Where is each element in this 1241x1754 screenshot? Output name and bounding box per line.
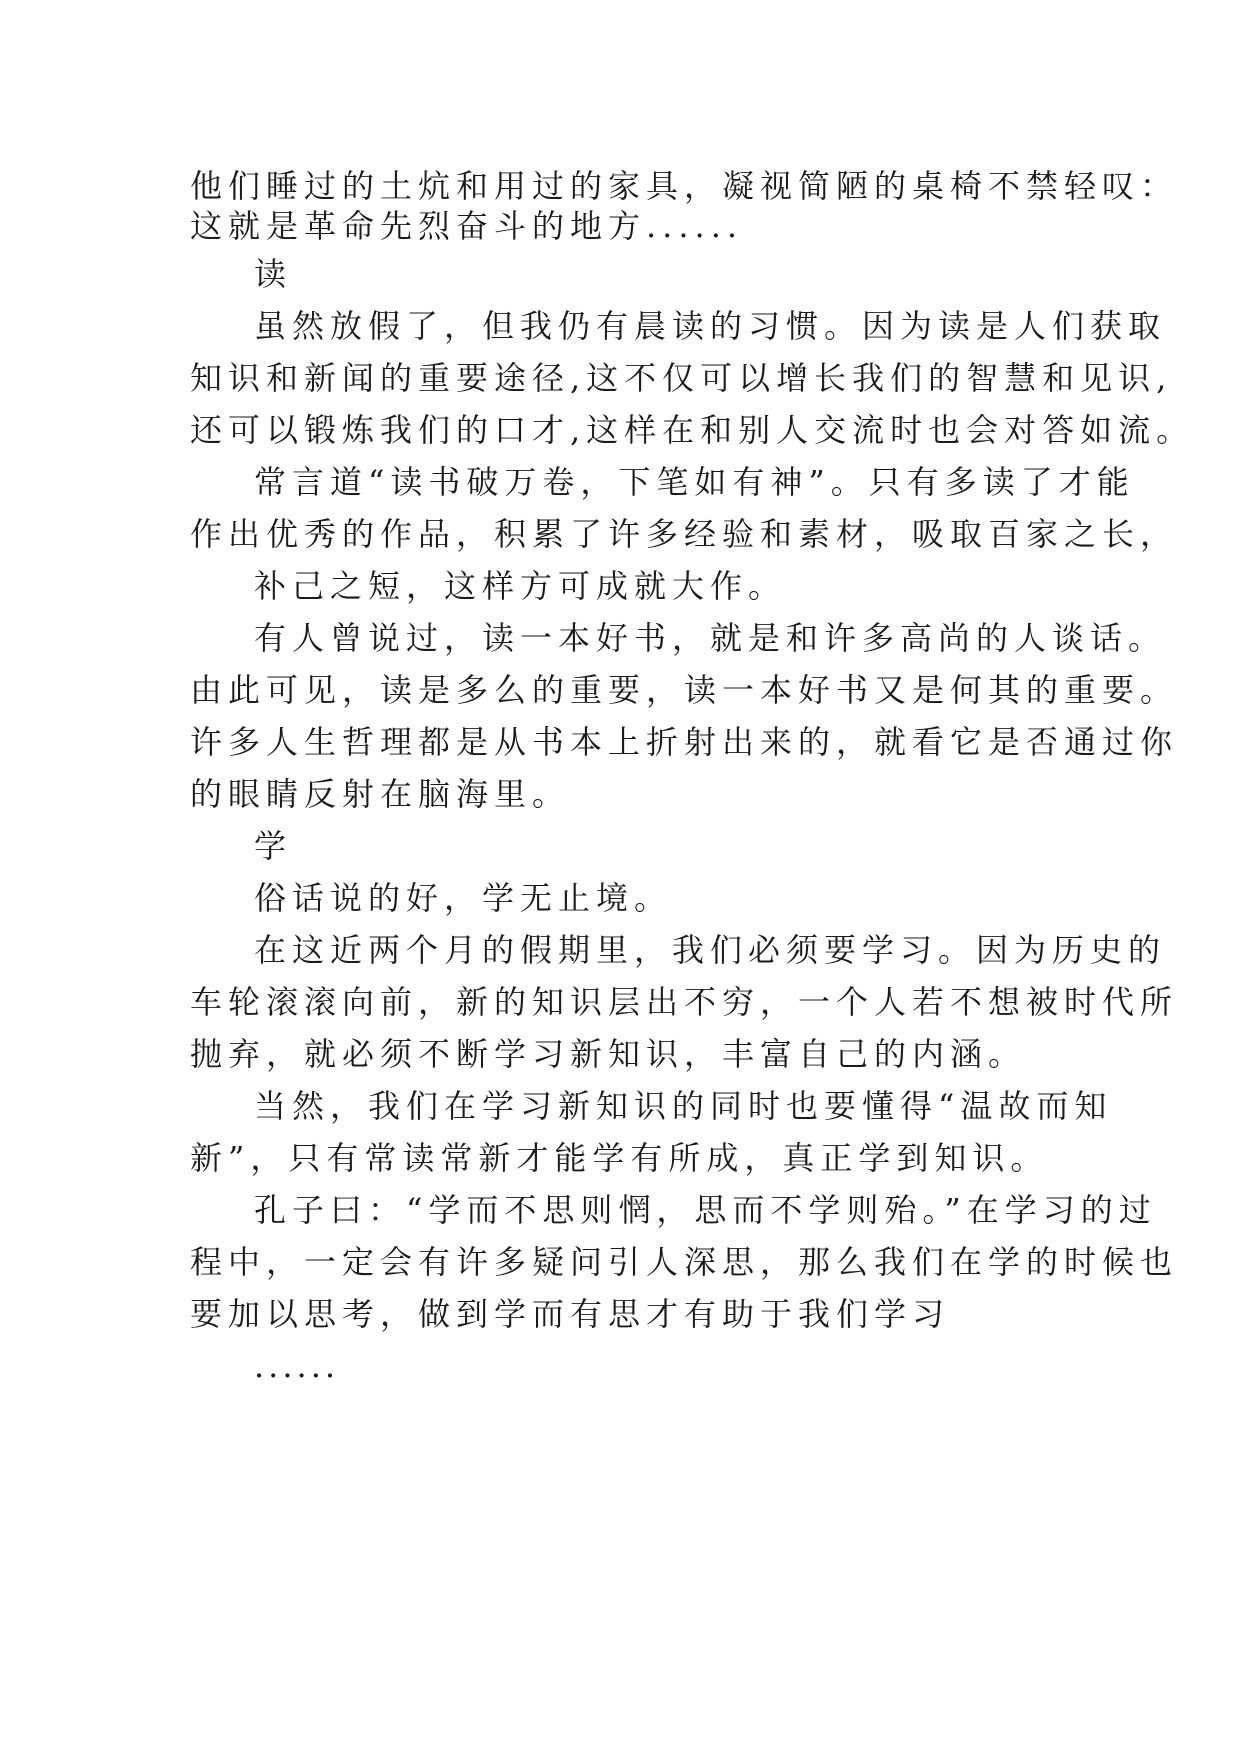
paragraph-line: 常言道“读书破万卷，下笔如有神”。只有多读了才能: [254, 463, 1135, 501]
paragraph-line: 在这近两个月的假期里，我们必须要学习。因为历史的: [254, 931, 1167, 969]
text-line: 许多人生哲理都是从书本上折射出来的，就看它是否通过你: [190, 723, 1179, 761]
text-line: 由此可见，读是多么的重要，读一本好书又是何其的重要。: [190, 671, 1179, 709]
text-line: 他们睡过的土炕和用过的家具，凝视简陋的桌椅不禁轻叹：: [190, 167, 1179, 205]
paragraph-line: 当然，我们在学习新知识的同时也要懂得“温故而知: [254, 1087, 1113, 1125]
text-line: 补己之短，这样方可成就大作。: [254, 567, 787, 605]
text-line: 程中，一定会有许多疑问引人深思，那么我们在学的时候也: [190, 1243, 1179, 1281]
paragraph-line: 虽然放假了，但我仍有晨读的习惯。因为读是人们获取: [254, 307, 1167, 345]
text-line: 这就是革命先烈奋斗的地方......: [190, 207, 744, 245]
text-line: 要加以思考，做到学而有思才有助于我们学习: [190, 1295, 951, 1333]
section-heading-read: 读: [254, 255, 293, 293]
ellipsis-line: ......: [254, 1347, 340, 1385]
section-heading-study: 学: [254, 827, 293, 865]
text-line: 新”，只有常读常新才能学有所成，真正学到知识。: [190, 1139, 1049, 1177]
paragraph-line: 孔子曰：“学而不思则惘，思而不学则殆。”在学习的过: [254, 1191, 1157, 1229]
text-line: 的眼睛反射在脑海里。: [190, 775, 571, 813]
text-line: 抛弃，就必须不断学习新知识，丰富自己的内涵。: [190, 1035, 1027, 1073]
text-line: 知识和新闻的重要途径,这不仅可以增长我们的智慧和见识,: [190, 359, 1173, 397]
text-line: 还可以锻炼我们的口才,这样在和别人交流时也会对答如流。: [190, 411, 1195, 449]
text-line: 作出优秀的作品，积累了许多经验和素材，吸取百家之长，: [190, 515, 1179, 553]
text-line: 车轮滚滚向前，新的知识层出不穷，一个人若不想被时代所: [190, 983, 1179, 1021]
paragraph-line: 俗话说的好，学无止境。: [254, 879, 673, 917]
paragraph-line: 有人曾说过，读一本好书，就是和许多高尚的人谈话。: [254, 619, 1167, 657]
